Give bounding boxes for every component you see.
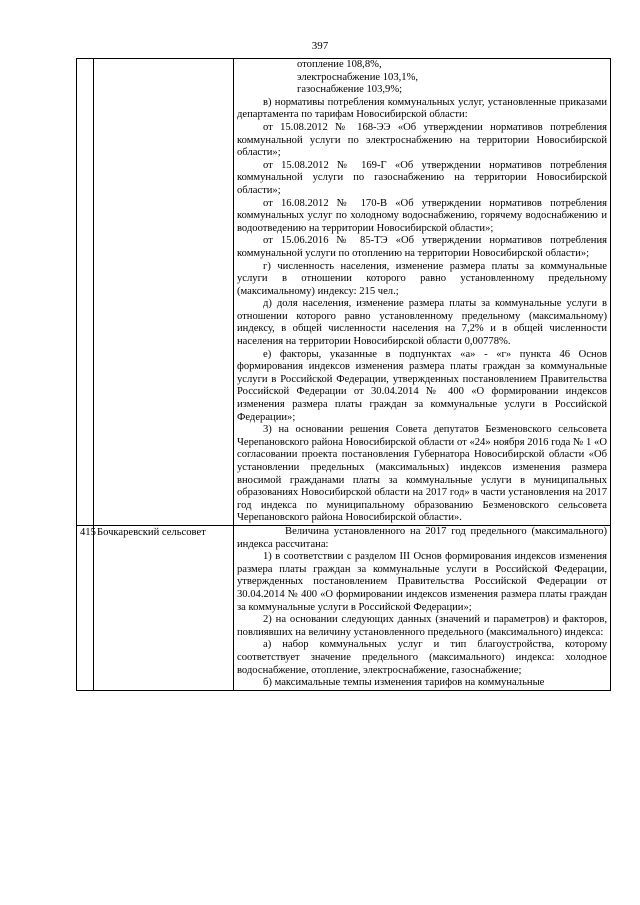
text-paragraph: 3) на основании решения Совета депутатов Безменовского сельсовета Черепановского района Новосибирской области от «24» ноября 2016 года № 1 «О согласовании проекта постановления Губернатора Новосибирской области «Об установлении предельных (максимальных) индексов изменения размера вносимой гражданами платы за коммунальные услуги в муниципальных образованиях Новосибирской области на 2017 год» в части установления на 2017 год индекса по муниципальному образованию Безменовского сельсовета Черепановского района Новосибирской области». — [237, 424, 607, 524]
text-paragraph: г) численность населения, изменение размера платы за коммунальные услуги в отношении которого равно установленному предельному (максимальному) индексу: 215 чел.; — [237, 260, 607, 297]
table-row — [77, 59, 611, 526]
page-number: 397 — [311, 40, 329, 52]
municipality-name-cell — [94, 59, 234, 526]
table-row — [77, 525, 611, 690]
row-number-cell — [77, 59, 94, 526]
text-paragraph: Величина установленного на 2017 год предельного (максимального) индекса рассчитана: — [237, 525, 607, 550]
text-paragraph: д) доля населения, изменение размера платы за коммунальные услуги в отношении которого равно установленному предельному (максимальному) индексу, в общей численности населения на 7,2% и в общей численности населения на территории Новосибирской области 0,00778%. — [237, 298, 607, 348]
text-paragraph: 2) на основании следующих данных (значений и параметров) и факторов, повлиявших на величину установленного предельного (максимального) индекса: — [237, 614, 607, 638]
text-paragraph: от 15.08.2012 № 169-Г «Об утверждении нормативов потребления коммунальной услуги по газоснабжению на территории Новосибирской области»; — [237, 159, 607, 196]
justification-text-cell — [234, 59, 611, 526]
text-paragraph: от 16.08.2012 № 170-В «Об утверждении нормативов потребления коммунальных услуг по холодному водоснабжению, горячему водоснабжению и водоотведению на территории Новосибирской области»; — [237, 197, 607, 234]
text-paragraph: от 15.06.2016 № 85-ТЭ «Об утверждении нормативов потребления коммунальной услуги по отоплению на территории Новосибирской области»; — [237, 235, 607, 259]
text-paragraph: отопление 108,8%, — [297, 59, 382, 70]
text-paragraph: от 15.08.2012 № 168-ЭЭ «Об утверждении нормативов потребления коммунальной услуги по электроснабжению на территории Новосибирской области»; — [237, 121, 607, 159]
row-number-cell: 415 — [77, 525, 94, 690]
text-paragraph: электроснабжение 103,1%, — [297, 71, 419, 83]
text-paragraph: 1) в соответствии с разделом III Основ формирования индексов изменения размера платы граждан за коммунальные услуги в Российской Федерации, утвержденных постановлением Правительства Российской Федерации от 30.04.2014 № 400 «О формировании индексов изменения размера платы граждан за коммунальные услуги в Российской Федерации»; — [237, 551, 607, 613]
document-table — [76, 58, 611, 691]
municipality-name-cell: Бочкаревский сельсовет — [94, 525, 234, 690]
text-paragraph: б) максимальные темпы изменения тарифов на коммунальные — [263, 677, 545, 689]
justification-text-cell — [234, 525, 611, 690]
text-paragraph: е) факторы, указанные в подпунктах «а» - «г» пункта 46 Основ формирования индексов изменения размера платы граждан за коммунальные услуги в Российской Федерации, утвержденных постановлением Правительства Российской Федерации от 30.04.2014 № 400 «О формировании индексов изменения размера платы граждан за коммунальные услуги в Российской Федерации»; — [237, 348, 607, 423]
text-paragraph: а) набор коммунальных услуг и тип благоустройства, которому соответствует значение предельного (максимального) индекса: холодное водоснабжение, отопление, электроснабжение, газоснабжение; — [237, 639, 607, 676]
text-paragraph: газоснабжение 103,9%; — [297, 84, 403, 96]
text-paragraph: в) нормативы потребления коммунальных услуг, установленные приказами департамента по тарифам Новосибирской области: — [237, 96, 607, 121]
table-body — [77, 59, 611, 691]
